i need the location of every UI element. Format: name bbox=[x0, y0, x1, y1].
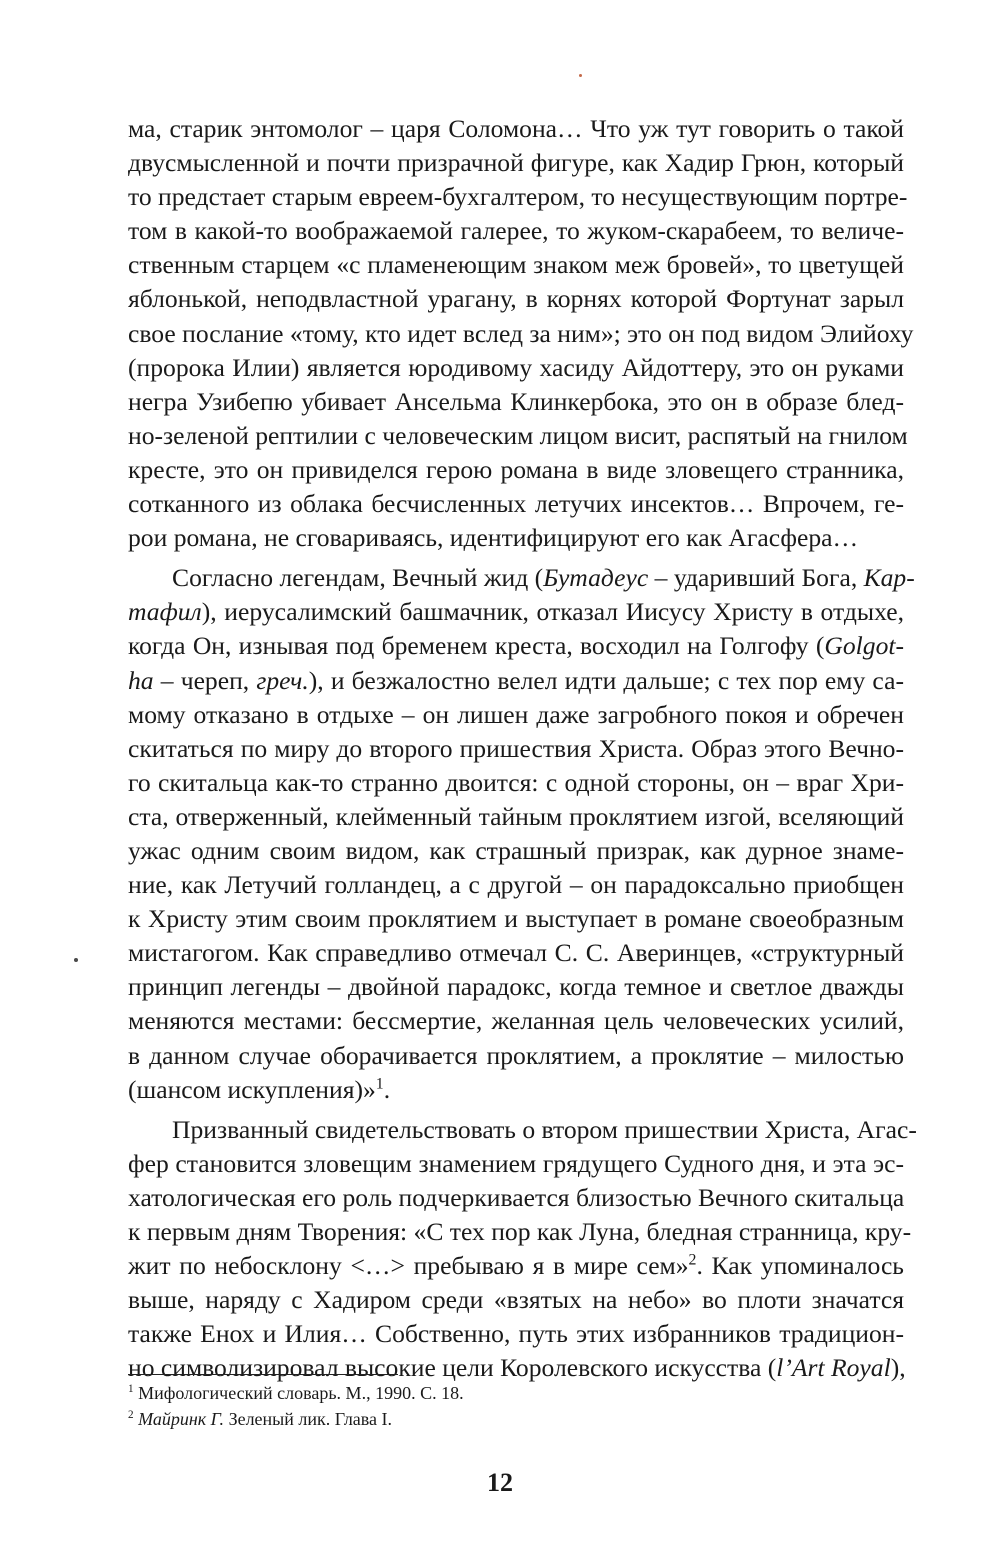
text-line: то предстает старым евреем-бухгалтером, то несуществующим портре- bbox=[128, 182, 908, 212]
footnote-divider bbox=[128, 1374, 398, 1375]
text-line: ма, старик энтомолог – царя Соломона… Что уж тут говорить о такой bbox=[128, 114, 904, 143]
text-line: свое послание «тому, кто идет вслед за ним»; это он под видом Элийоху bbox=[128, 318, 914, 348]
text-line: скитаться по миру до второго пришествия Христа. Образ этого Вечно- bbox=[128, 733, 904, 763]
text-line: меняются местами: бессмертие, желанная цель человеческих усилий, bbox=[128, 1006, 904, 1036]
text-line: ha – череп, греч.), и безжалостно велел идти дальше; с тех пор ему са- bbox=[128, 665, 904, 695]
footnote-2: $^2$ Майринк Г. Зеленый лик. Глава I. bbox=[128, 1409, 393, 1429]
text-line: негра Узибепю убивает Ансельма Клинкербока, это он в образе блед- bbox=[128, 386, 904, 416]
text-line: мистагогом. Как справедливо отмечал С. С. Аверинцев, «структурный bbox=[128, 938, 904, 968]
text-line: фер становится зловещим знамением грядущего Судного дня, и эта эс- bbox=[128, 1148, 904, 1178]
text-line: Призванный свидетельствовать о втором пришествии Христа, Агас- bbox=[172, 1114, 917, 1144]
scan-speck bbox=[74, 958, 78, 962]
text-line: в данном случае оборачивается проклятием, а проклятие – милостью bbox=[128, 1040, 904, 1070]
footnotes bbox=[128, 1380, 904, 1432]
text-line: но символизировал высокие цели Королевского искусства (l’Art Royal), bbox=[128, 1353, 906, 1383]
page-number: 12 bbox=[487, 1468, 513, 1497]
text-line: принцип легенды – двойной парадокс, когда темное и светлое дважды bbox=[128, 972, 904, 1002]
text-line: (пророка Илии) является юродивому хасиду Айдоттеру, это он руками bbox=[128, 352, 904, 382]
text-line: сотканного из облака бесчисленных летучих инсектов… Впрочем, ге- bbox=[128, 489, 904, 519]
text-line: Согласно легендам, Вечный жид (Бутадеус – ударивший Бога, Кар- bbox=[172, 563, 915, 593]
text-line: рои романа, не сговариваясь, идентифицируют его как Агасфера… bbox=[128, 523, 859, 553]
text-line: когда Он, изнывая под бременем креста, восходил на Голгофу (Golgot- bbox=[128, 631, 904, 661]
text-line: кресте, это он привиделся герою романа в виде зловещего странника, bbox=[128, 454, 904, 484]
footnote-1: $^1$ Мифологический словарь. М., 1990. С. 18. bbox=[128, 1383, 464, 1403]
text-line: тафил), иерусалимский башмачник, отказал Иисусу Христу в отдыхе, bbox=[128, 597, 904, 627]
text-line: том в какой-то воображаемой галерее, то жуком-скарабеем, то величе- bbox=[128, 216, 904, 246]
text-line: яблонькой, неподвластной урагану, в корнях которой Фортунат зарыл bbox=[128, 284, 904, 314]
text-line: ужас одним своим видом, как страшный призрак, как дурное знаме- bbox=[128, 835, 904, 865]
text-line: ние, как Летучий голландец, а с другой – он парадоксально приобщен bbox=[128, 870, 904, 900]
text-line: хатологическая его роль подчеркивается близостью Вечного скитальца bbox=[128, 1182, 905, 1212]
text-line: выше, наряду с Хадиром среди «взятых на небо» во плоти значатся bbox=[128, 1285, 904, 1315]
text-line: но-зеленой рептилии с человеческим лицом висит, распятый на гнилом bbox=[128, 420, 908, 450]
text-line: двусмысленной и почти призрачной фигуре, как Хадир Грюн, который bbox=[128, 148, 904, 178]
main-text bbox=[128, 112, 917, 1385]
footnote-ref-1: 1 bbox=[375, 1075, 384, 1093]
text-line: (шансом искупления)»$^1$. bbox=[128, 1074, 391, 1104]
scan-speck bbox=[579, 74, 582, 77]
text-line: к Христу этим своим проклятием и выступает в романе своеобразным bbox=[128, 904, 904, 934]
text-line: го скитальца как-то странно двоится: с одной стороны, он – враг Хри- bbox=[128, 767, 904, 797]
text-line: жит по небосклону <…> пребываю я в мире сем»$^2$. Как упоминалось bbox=[128, 1251, 904, 1281]
text-line: также Енох и Илия… Собственно, путь этих избранников традицион- bbox=[128, 1319, 904, 1349]
text-line: ственным старцем «с пламенеющим знаком меж бровей», то цветущей bbox=[128, 250, 904, 280]
text-line: мому отказано в отдыхе – он лишен даже загробного покоя и обречен bbox=[128, 699, 904, 729]
text-line: ста, отверженный, клейменный тайным проклятием изгой, вселяющий bbox=[128, 801, 904, 831]
footnote-ref-2: 2 bbox=[688, 1251, 697, 1269]
text-line: к первым дням Творения: «С тех пор как Луна, бледная странница, кру- bbox=[128, 1217, 912, 1246]
